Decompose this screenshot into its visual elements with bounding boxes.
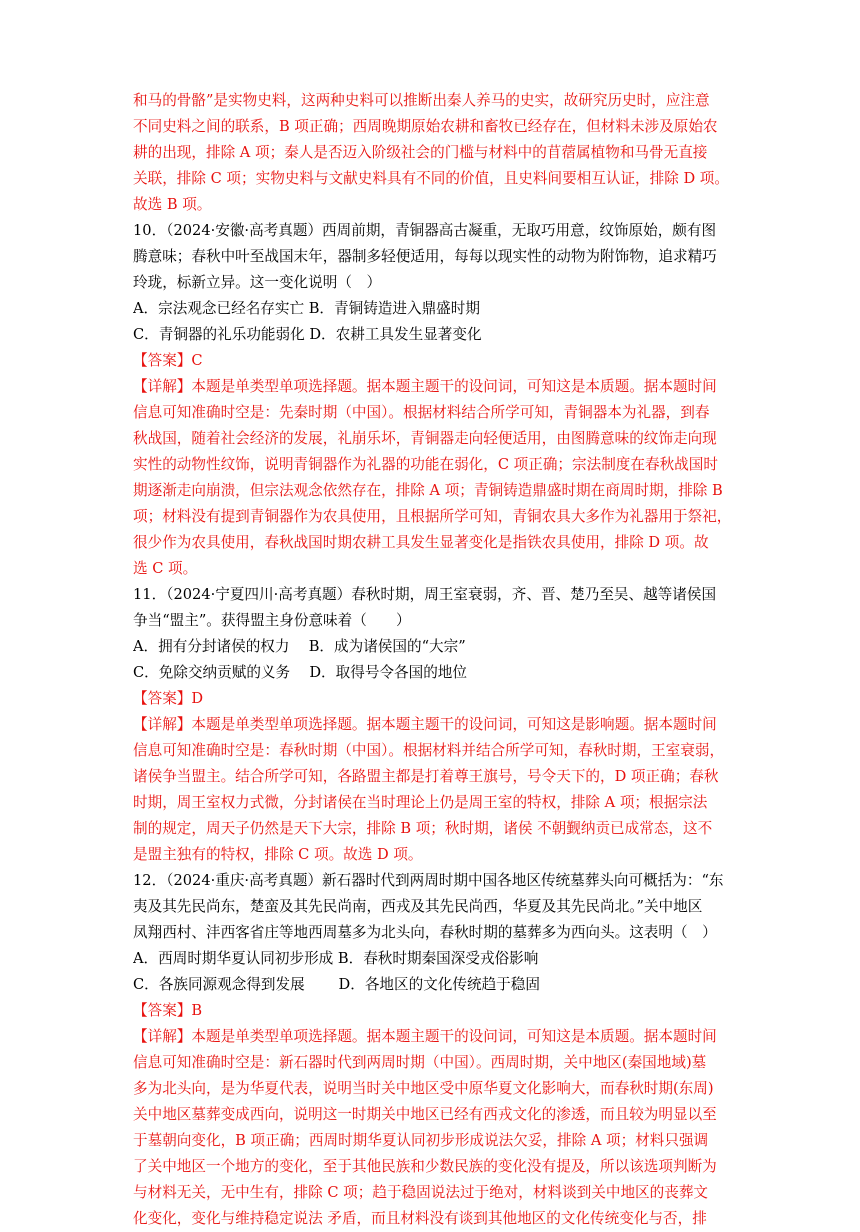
detail-line: 【详解】本题是单类型单项选择题。据本题主题干的设问词，可知这是影响题。据本题时间: [133, 716, 717, 733]
text-line: 不同史料之间的联系，B 项正确；西周晚期原始农耕和畜牧已经存在，但材料未涉及原始农: [133, 118, 718, 135]
question-stem-line: 玲珑，标新立异。这一变化说明（ ）: [133, 274, 382, 291]
option-line: A．西周时期华夏认同初步形成 B．春秋时期秦国深受戎俗影响: [133, 950, 539, 967]
detail-line: 【详解】本题是单类型单项选择题。据本题主题干的设问词，可知这是本质题。据本题时间: [133, 378, 717, 395]
answer-detail: [133, 712, 735, 868]
question-stem-line: 10．（2024·安徽·高考真题）西周前期，青铜器高古凝重，无取巧用意，纹饰原始，颇有图: [133, 222, 717, 239]
detail-line: 【详解】本题是单类型单项选择题。据本题主题干的设问词，可知这是本质题。据本题时间: [133, 1028, 717, 1045]
question-stem-line: 夷及其先民尚东，楚蛮及其先民尚南，西戎及其先民尚西，华夏及其先民尚北。”关中地区: [133, 898, 703, 915]
detail-line: 秋战国，随着社会经济的发展，礼崩乐坏，青铜器走向轻便适用，由图腾意味的纹饰走向现: [133, 430, 717, 447]
question-stem-line: 腾意味；春秋中叶至战国末年，器制多轻便适用，每每以现实性的动物为附饰物，追求精巧: [133, 248, 717, 265]
page-content: [133, 88, 735, 1232]
text-line: 关联，排除 C 项；实物史料与文献史料具有不同的价值，且史料间要相互认证，排除 D 项。: [133, 170, 729, 187]
text-line: 故选 B 项。: [133, 196, 212, 213]
detail-line: 信息可知准确时空是：先秦时期（中国）。根据材料结合所学可知，青铜器本为礼器，到春: [133, 404, 710, 421]
answer-label: 【答案】C: [133, 352, 203, 369]
option-line: C．青铜器的礼乐功能弱化 D．农耕工具发生显著变化: [133, 326, 482, 343]
answer-detail: [133, 1024, 735, 1232]
detail-line: 时期，周王室权力式微，分封诸侯在当时理论上仍是周王室的特权，排除 A 项；根据宗法: [133, 794, 708, 811]
option-line: C．免除交纳贡赋的义务 D．取得号令各国的地位: [133, 664, 467, 681]
detail-line: 与材料无关，无中生有，排除 C 项；趋于稳固说法过于绝对，材料谈到关中地区的丧葬文: [133, 1184, 709, 1201]
detail-line: 于墓朝向变化，B 项正确；西周时期华夏认同初步形成说法欠妥，排除 A 项；材料只强调: [133, 1132, 709, 1149]
detail-line: 化变化，变化与维持稳定说法 矛盾，而且材料没有谈到其他地区的文化传统变化与否，排: [133, 1210, 707, 1227]
question-10: [133, 218, 735, 582]
detail-line: 诸侯争当盟主。结合所学可知，各路盟主都是打着尊王旗号，号令天下的，D 项正确；春秋: [133, 768, 719, 785]
q9-explanation-tail: [133, 88, 735, 218]
answer-label: 【答案】D: [133, 690, 204, 707]
detail-line: 项；材料没有提到青铜器作为农具使用，且根据所学可知，青铜农具大多作为礼器用于祭祀，: [133, 508, 732, 525]
detail-line: 关中地区墓葬变成西向，说明这一时期关中地区已经有西戎文化的渗透，而且较为明显以至: [133, 1106, 717, 1123]
question-stem-line: 11．（2024·宁夏四川·高考真题）春秋时期，周王室衰弱，齐、晋、楚乃至吴、越等诸侯国: [133, 586, 717, 603]
detail-line: 制的规定，周天子仍然是天下大宗，排除 B 项；秋时期，诸侯 不朝觐纳贡已成常态，这不: [133, 820, 713, 837]
question-stem-line: 凤翔西村、沣西客省庄等地西周墓多为北头向，春秋时期的墓葬多为西向头。这表明（ ）: [133, 924, 717, 941]
text-line: 和马的骨骼”是实物史料，这两种史料可以推断出秦人养马的史实，故研究历史时，应注意: [133, 92, 710, 109]
detail-line: 期逐渐走向崩溃，但宗法观念依然存在，排除 A 项；青铜铸造鼎盛时期在商周时期，排除 B: [133, 482, 723, 499]
detail-line: 实性的动物性纹饰，说明青铜器作为礼器的功能在弱化，C 项正确；宗法制度在春秋战国时: [133, 456, 718, 473]
option-line: C．各族同源观念得到发展 D．各地区的文化传统趋于稳固: [133, 976, 540, 993]
text-line: 耕的出现，排除 A 项；秦人是否迈入阶级社会的门槛与材料中的苜蓿属植物和马骨无直接: [133, 144, 708, 161]
detail-line: 了关中地区一个地方的变化，至于其他民族和少数民族的变化没有提及，所以该选项判断为: [133, 1158, 717, 1175]
detail-line: 是盟主独有的特权，排除 C 项。故选 D 项。: [133, 846, 423, 863]
answer-label: 【答案】B: [133, 1002, 203, 1019]
question-12: [133, 868, 735, 1232]
question-stem-line: 12．（2024·重庆·高考真题）新石器时代到两周时期中国各地区传统墓葬头向可概括为：“东: [133, 872, 724, 889]
detail-line: 选 C 项。: [133, 560, 198, 577]
question-stem-line: 争当“盟主”。获得盟主身份意味着（ ）: [133, 612, 411, 629]
question-11: [133, 582, 735, 868]
option-line: A．拥有分封诸侯的权力 B．成为诸侯国的“大宗”: [133, 638, 466, 655]
detail-line: 信息可知准确时空是：新石器时代到两周时期（中国）。西周时期，关中地区(秦国地域)墓: [133, 1054, 707, 1071]
detail-line: 多为北头向，是为华夏代表，说明当时关中地区受中原华夏文化影响大，而春秋时期(东周): [133, 1080, 714, 1097]
detail-line: 很少作为农具使用，春秋战国时期农耕工具发生显著变化是指铁农具使用，排除 D 项。故: [133, 534, 709, 551]
answer-detail: [133, 374, 735, 582]
detail-line: 信息可知准确时空是：春秋时期（中国）。根据材料并结合所学可知，春秋时期，王室衰弱，: [133, 742, 725, 759]
option-line: A．宗法观念已经名存实亡 B．青铜铸造进入鼎盛时期: [133, 300, 480, 317]
